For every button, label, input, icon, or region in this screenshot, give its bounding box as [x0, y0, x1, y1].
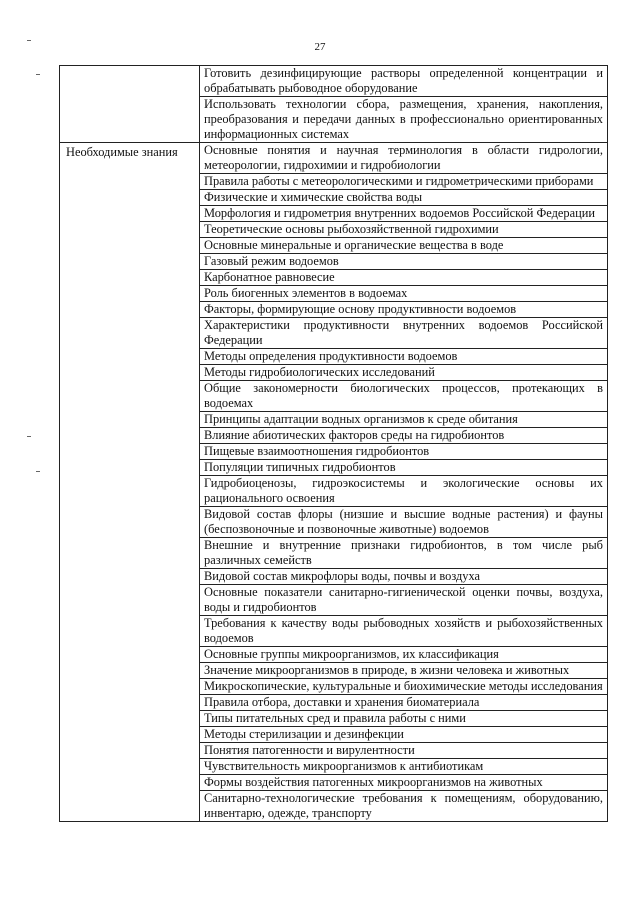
knowledge-item: Микроскопические, культуральные и биохимические методы исследования — [200, 679, 608, 695]
row-label-empty — [60, 66, 200, 143]
margin-mark — [27, 40, 31, 41]
table-body — [60, 66, 608, 822]
skill-item: Использовать технологии сбора, размещения, хранения, накопления, преобразования и передачи данных в профессионально ориентированных информационных системах — [200, 97, 608, 143]
knowledge-item: Факторы, формирующие основу продуктивности водоемов — [200, 302, 608, 318]
table-row — [60, 66, 608, 97]
knowledge-item: Общие закономерности биологических процессов, протекающих в водоемах — [200, 381, 608, 412]
requirements-table — [59, 65, 608, 822]
knowledge-item: Значение микроорганизмов в природе, в жизни человека и животных — [200, 663, 608, 679]
knowledge-item: Принципы адаптации водных организмов к среде обитания — [200, 412, 608, 428]
knowledge-item: Основные показатели санитарно-гигиенической оценки почвы, воздуха, воды и гидробионтов — [200, 585, 608, 616]
knowledge-item: Физические и химические свойства воды — [200, 190, 608, 206]
page-number: 27 — [314, 41, 326, 53]
margin-mark — [36, 74, 40, 75]
knowledge-item: Видовой состав микрофлоры воды, почвы и воздуха — [200, 569, 608, 585]
knowledge-item: Характеристики продуктивности внутренних водоемов Российской Федерации — [200, 318, 608, 349]
section-label: Необходимые знания — [60, 143, 200, 822]
knowledge-item: Методы стерилизации и дезинфекции — [200, 727, 608, 743]
margin-mark — [36, 471, 40, 472]
knowledge-item: Популяции типичных гидробионтов — [200, 460, 608, 476]
knowledge-item: Гидробиоценозы, гидроэкосистемы и экологические основы их рационального освоения — [200, 476, 608, 507]
knowledge-item: Формы воздействия патогенных микроорганизмов на животных — [200, 775, 608, 791]
knowledge-item: Карбонатное равновесие — [200, 270, 608, 286]
knowledge-item: Роль биогенных элементов в водоемах — [200, 286, 608, 302]
knowledge-item: Чувствительность микроорганизмов к антибиотикам — [200, 759, 608, 775]
knowledge-item: Понятия патогенности и вирулентности — [200, 743, 608, 759]
knowledge-item: Требования к качеству воды рыбоводных хозяйств и рыбохозяйственных водоемов — [200, 616, 608, 647]
knowledge-item: Методы гидробиологических исследований — [200, 365, 608, 381]
knowledge-item: Санитарно-технологические требования к помещениям, оборудованию, инвентарю, одежде, транспорту — [200, 791, 608, 822]
knowledge-item: Морфология и гидрометрия внутренних водоемов Российской Федерации — [200, 206, 608, 222]
knowledge-item: Пищевые взаимоотношения гидробионтов — [200, 444, 608, 460]
knowledge-item: Типы питательных сред и правила работы с ними — [200, 711, 608, 727]
knowledge-item: Правила работы с метеорологическими и гидрометрическими приборами — [200, 174, 608, 190]
knowledge-item: Влияние абиотических факторов среды на гидробионтов — [200, 428, 608, 444]
table-row — [60, 143, 608, 174]
knowledge-item: Внешние и внутренние признаки гидробионтов, в том числе рыб различных семейств — [200, 538, 608, 569]
margin-mark — [27, 436, 31, 437]
knowledge-item: Теоретические основы рыбохозяйственной гидрохимии — [200, 222, 608, 238]
knowledge-item: Видовой состав флоры (низшие и высшие водные растения) и фауны (беспозвоночные и позвоночные животные) водоемов — [200, 507, 608, 538]
knowledge-item: Правила отбора, доставки и хранения биоматериала — [200, 695, 608, 711]
knowledge-item: Основные минеральные и органические вещества в воде — [200, 238, 608, 254]
knowledge-item: Основные группы микроорганизмов, их классификация — [200, 647, 608, 663]
skill-item: Готовить дезинфицирующие растворы определенной концентрации и обрабатывать рыбоводное оборудование — [200, 66, 608, 97]
knowledge-item: Методы определения продуктивности водоемов — [200, 349, 608, 365]
knowledge-item: Газовый режим водоемов — [200, 254, 608, 270]
knowledge-item: Основные понятия и научная терминология в области гидрологии, метеорологии, гидрохимии и гидробиологии — [200, 143, 608, 174]
